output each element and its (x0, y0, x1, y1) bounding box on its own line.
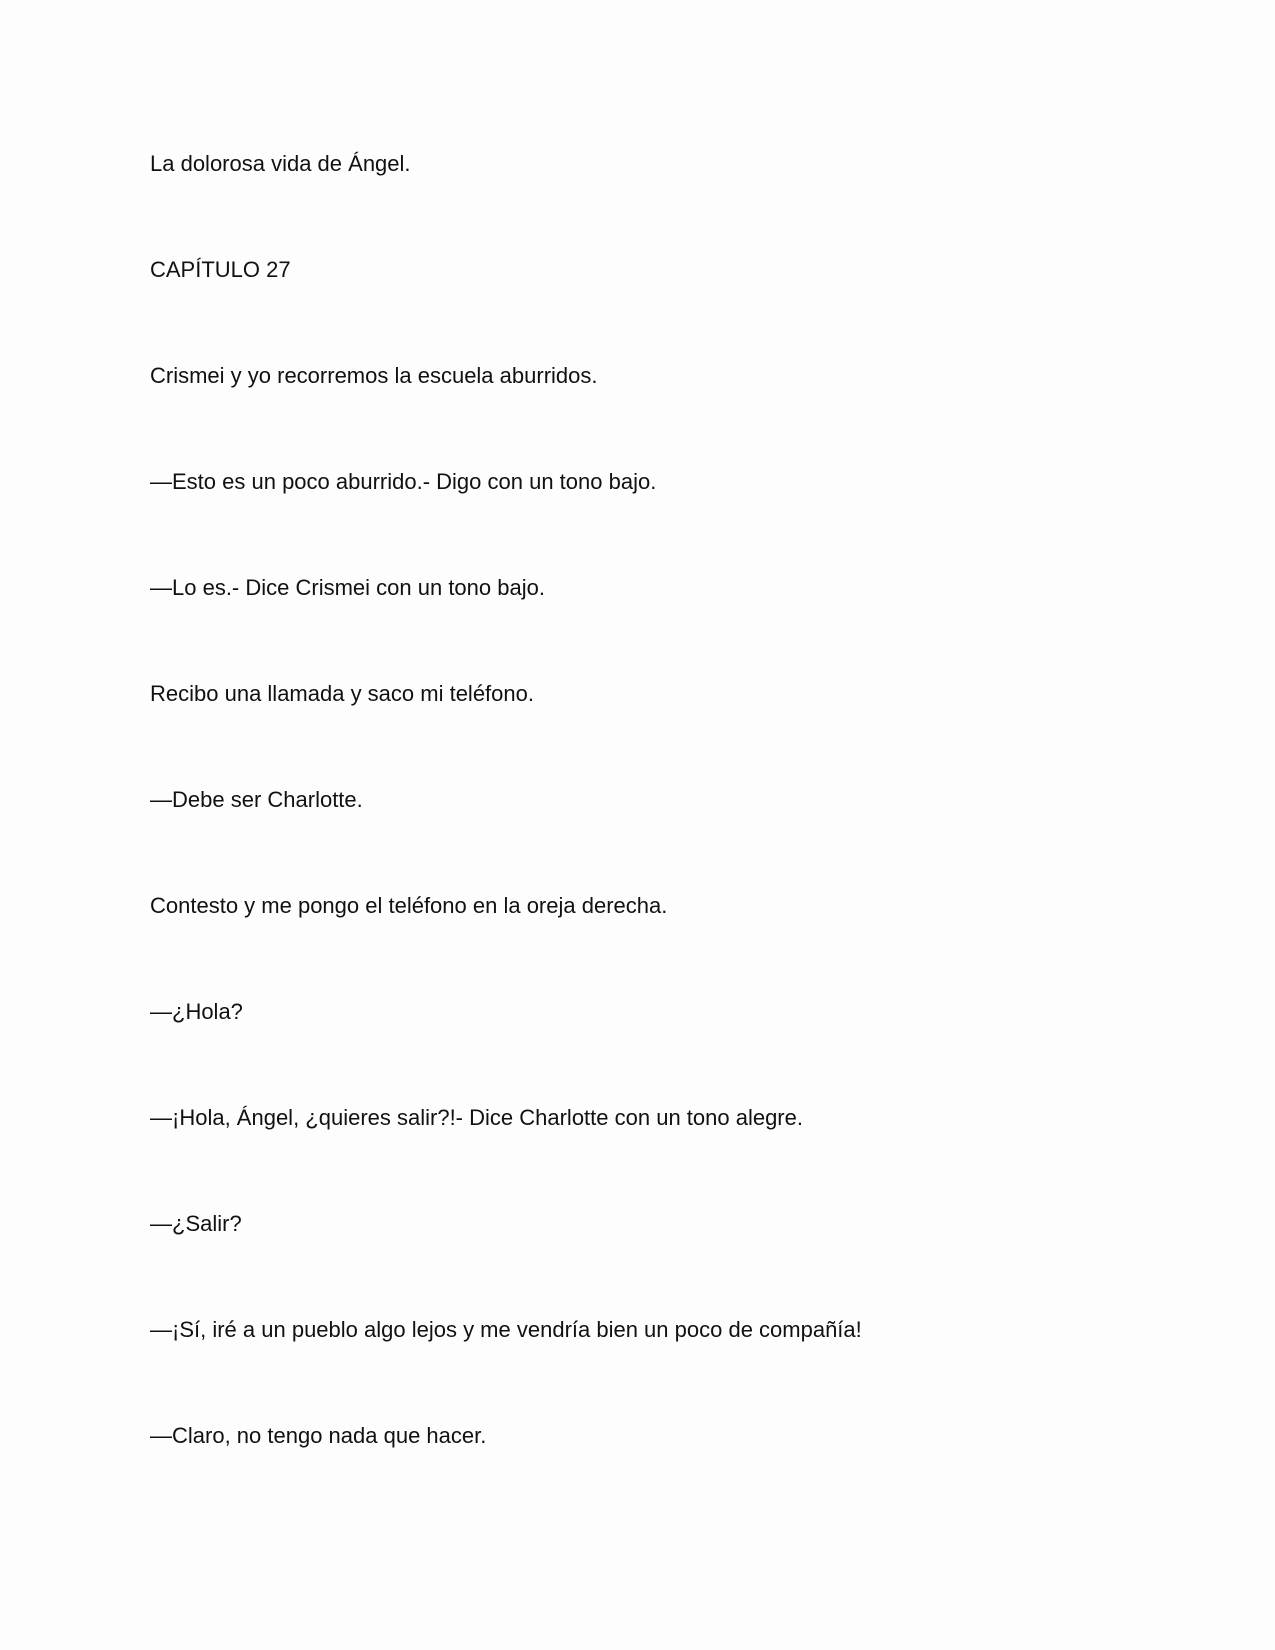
paragraph: —Claro, no tengo nada que hacer. (150, 1423, 487, 1448)
paragraph: Recibo una llamada y saco mi teléfono. (150, 681, 534, 706)
document-title: La dolorosa vida de Ángel. (150, 151, 411, 176)
paragraph: —¡Sí, iré a un pueblo algo lejos y me vendría bien un poco de compañía! (150, 1317, 862, 1342)
chapter-heading: CAPÍTULO 27 (150, 257, 291, 282)
paragraph: Contesto y me pongo el teléfono en la oreja derecha. (150, 893, 668, 918)
paragraph: Crismei y yo recorremos la escuela aburridos. (150, 363, 598, 388)
paragraph: —¿Salir? (150, 1211, 242, 1236)
paragraph: —Esto es un poco aburrido.- Digo con un tono bajo. (150, 469, 657, 494)
paragraph: —Debe ser Charlotte. (150, 787, 363, 812)
paragraph: —¿Hola? (150, 999, 243, 1024)
paragraph: —¡Hola, Ángel, ¿quieres salir?!- Dice Charlotte con un tono alegre. (150, 1105, 803, 1130)
paragraph: —Lo es.- Dice Crismei con un tono bajo. (150, 575, 545, 600)
